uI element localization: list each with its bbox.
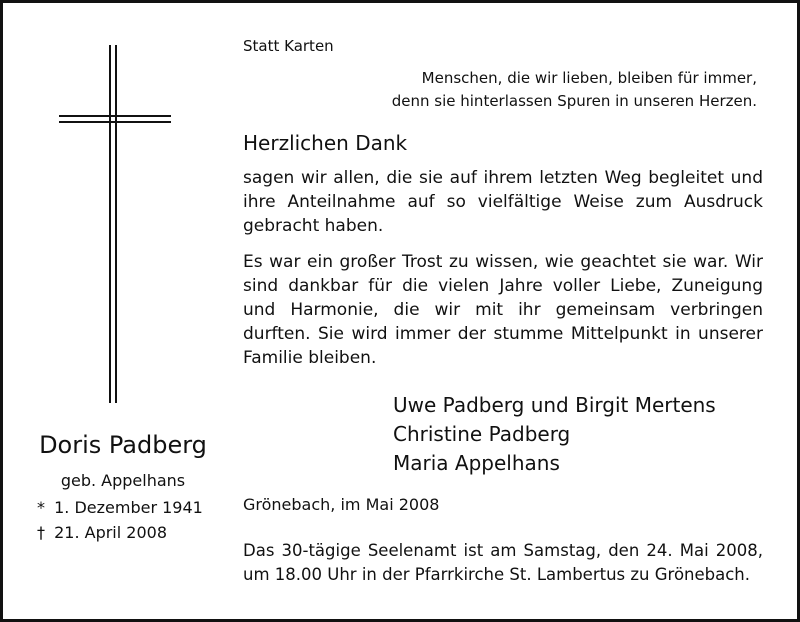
birth-date: 1. Dezember 1941 (54, 498, 203, 517)
deceased-name: Doris Padberg (39, 431, 207, 459)
death-line (33, 520, 203, 545)
birth-line (33, 495, 203, 520)
birth-symbol: * (37, 498, 45, 517)
cross-icon (59, 45, 175, 405)
statt-karten: Statt Karten (243, 37, 334, 55)
life-dates (33, 495, 203, 545)
mass-notice: Das 30-tägige Seelenamt ist am Samstag, den 24. Mai 2008, um 18.00 Uhr in der Pfarrkirche St. Lambertus zu Grönebach. (243, 541, 763, 584)
place-date: Grönebach, im Mai 2008 (243, 495, 440, 514)
motto-line-2: denn sie hinterlassen Spuren in unseren Herzen. (391, 92, 757, 110)
signatures (393, 391, 716, 478)
motto (257, 67, 757, 113)
signature-3: Maria Appelhans (393, 451, 560, 475)
death-date: 21. April 2008 (54, 523, 167, 542)
thanks-heading: Herzlichen Dank (243, 131, 408, 155)
signature-1: Uwe Padberg und Birgit Mertens (393, 393, 716, 417)
signature-2: Christine Padberg (393, 422, 571, 446)
tribute-paragraph: Es war ein großer Trost zu wissen, wie geachtet sie war. Wir sind dankbar für die vielen Jahre voller Liebe, Zuneigung und Harmonie, die wir mit ihr gemeinsam verbringen durften. Sie wird immer der stumme Mittelpunkt in unserer Familie bleiben. (243, 252, 763, 368)
death-symbol: † (37, 523, 45, 542)
motto-line-1: Menschen, die wir lieben, bleiben für immer, (421, 69, 757, 87)
thanks-paragraph: sagen wir allen, die sie auf ihrem letzten Weg begleitet und ihre Anteilnahme auf so vielfältige Weise zum Ausdruck gebracht haben. (243, 168, 763, 236)
deceased-born-name: geb. Appelhans (60, 471, 186, 490)
